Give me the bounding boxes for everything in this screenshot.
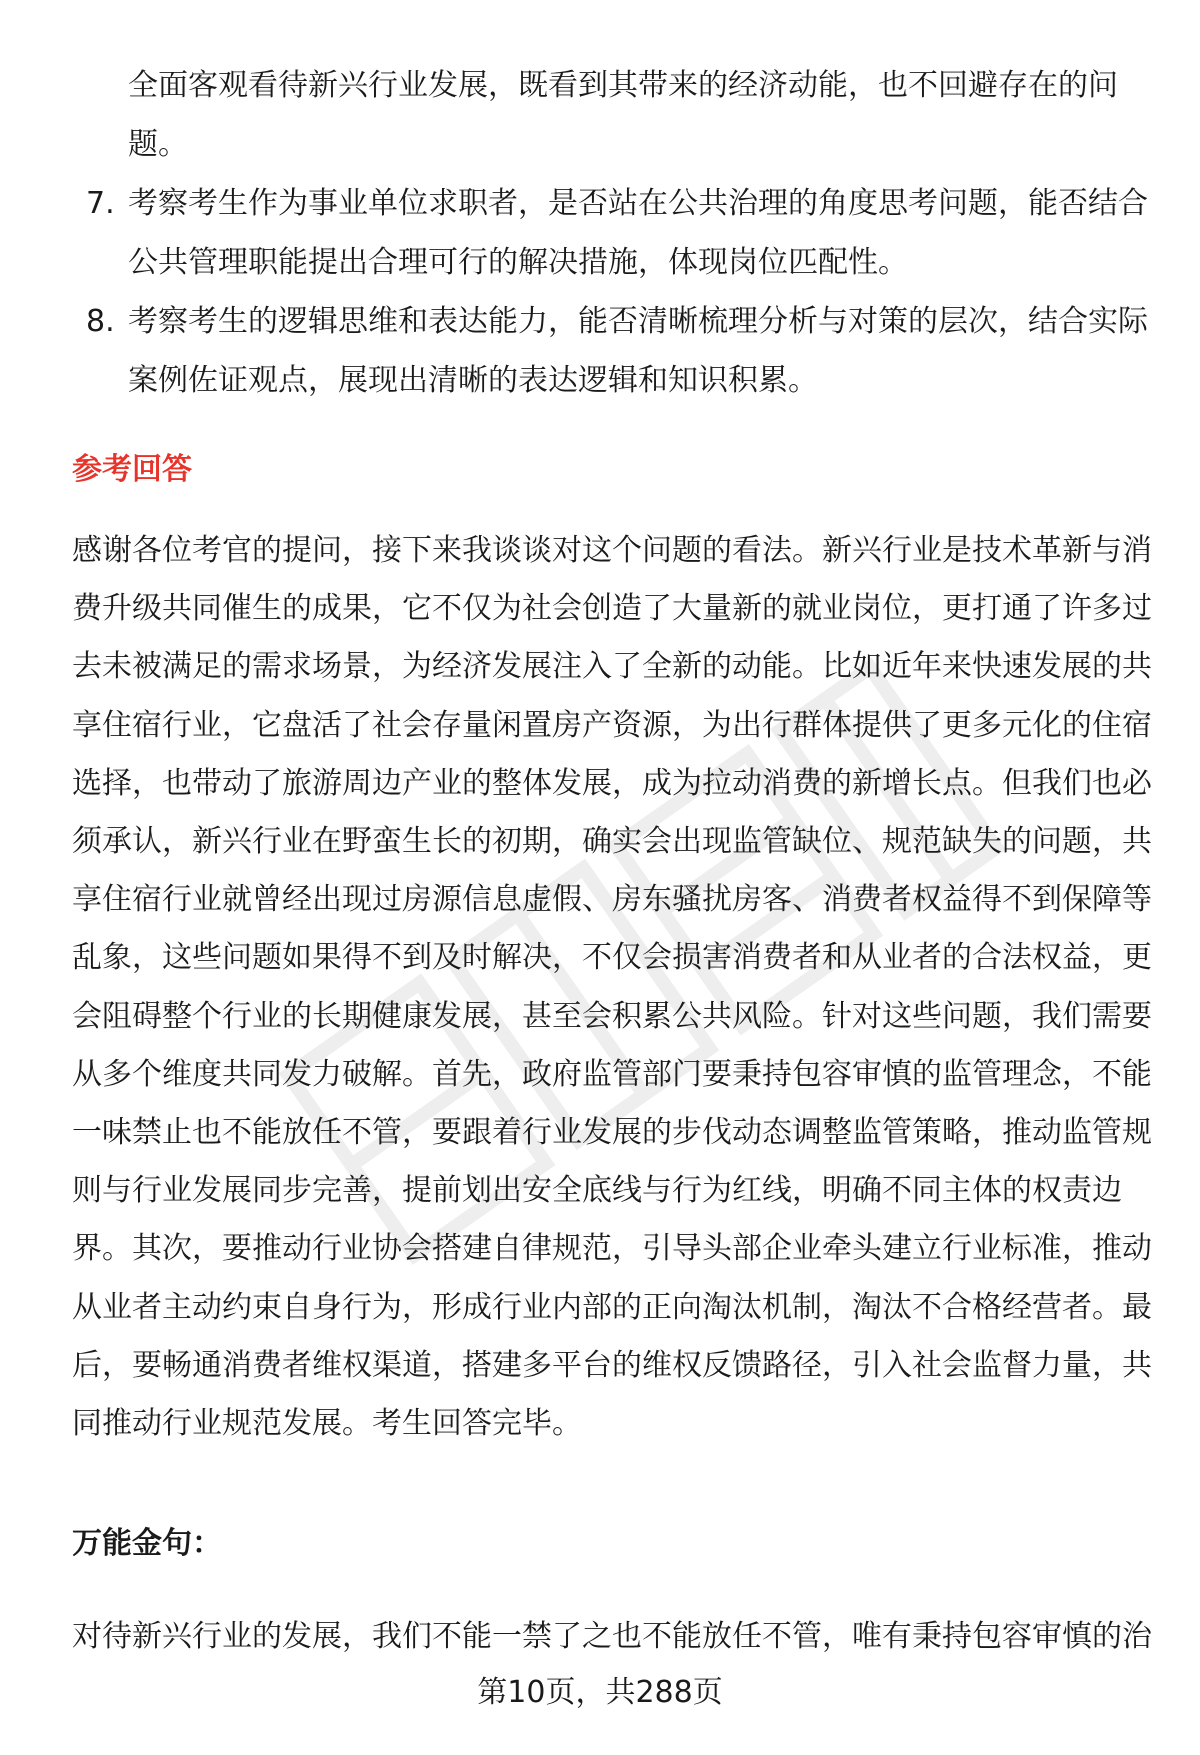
list-item-text: 考察考生的逻辑思维和表达能力，能否清晰梳理分析与对策的层次，结合实际案例佐证观点，展现出清晰的表达逻辑和知识积累。 <box>128 304 1148 398</box>
page-footer: 第10页，共288页 <box>477 1675 723 1710</box>
golden-sentence-heading: 万能金句： <box>72 1526 222 1561</box>
list-item-number: 7. <box>86 186 115 221</box>
list-item-text: 考察考生作为事业单位求职者，是否站在公共治理的角度思考问题，能否结合公共管理职能提出合理可行的解决措施，体现岗位匹配性。 <box>128 186 1148 280</box>
list-item <box>72 56 1152 174</box>
list-item-number: 8. <box>86 304 115 339</box>
list-item <box>72 174 1152 292</box>
reference-answer-heading: 参考回答 <box>72 452 192 487</box>
list-item <box>72 292 1152 410</box>
reference-answer-body: 感谢各位考官的提问，接下来我谈谈对这个问题的看法。新兴行业是技术革新与消费升级共同催生的成果，它不仅为社会创造了大量新的就业岗位，更打通了许多过去未被满足的需求场景，为经济发展注入了全新的动能。比如近年来快速发展的共享住宿行业，它盘活了社会存量闲置房产资源，为出行群体提供了更多元化的住宿选择，也带动了旅游周边产业的整体发展，成为拉动消费的新增长点。但我们也必须承认，新兴行业在野蛮生长的初期，确实会出现监管缺位、规范缺失的问题，共享住宿行业就曾经出现过房源信息虚假、房东骚扰房客、消费者权益得不到保障等乱象，这些问题如果得不到及时解决，不仅会损害消费者和从业者的合法权益，更会阻碍整个行业的长期健康发展，甚至会积累公共风险。针对这些问题，我们需要从多个维度共同发力破解。首先，政府监管部门要秉持包容审慎的监管理念，不能一味禁止也不能放任不管，要跟着行业发展的步伐动态调整监管策略，推动监管规则与行业发展同步完善，提前划出安全底线与行为红线，明确不同主体的权责边界。其次，要推动行业协会搭建自律规范，引导头部企业牵头建立行业标准，推动从业者主动约束自身行为，形成行业内部的正向淘汰机制，淘汰不合格经营者。最后，要畅通消费者维权渠道，搭建多平台的维权反馈路径，引入社会监督力量，共同推动行业规范发展。考生回答完毕。 <box>72 533 1152 1442</box>
criteria-list <box>72 56 1152 410</box>
list-item-text: 全面客观看待新兴行业发展，既看到其带来的经济动能，也不回避存在的问题。 <box>128 68 1118 162</box>
golden-sentence-body: 对待新兴行业的发展，我们不能一禁了之也不能放任不管，唯有秉持包容审慎的治 <box>72 1619 1152 1654</box>
